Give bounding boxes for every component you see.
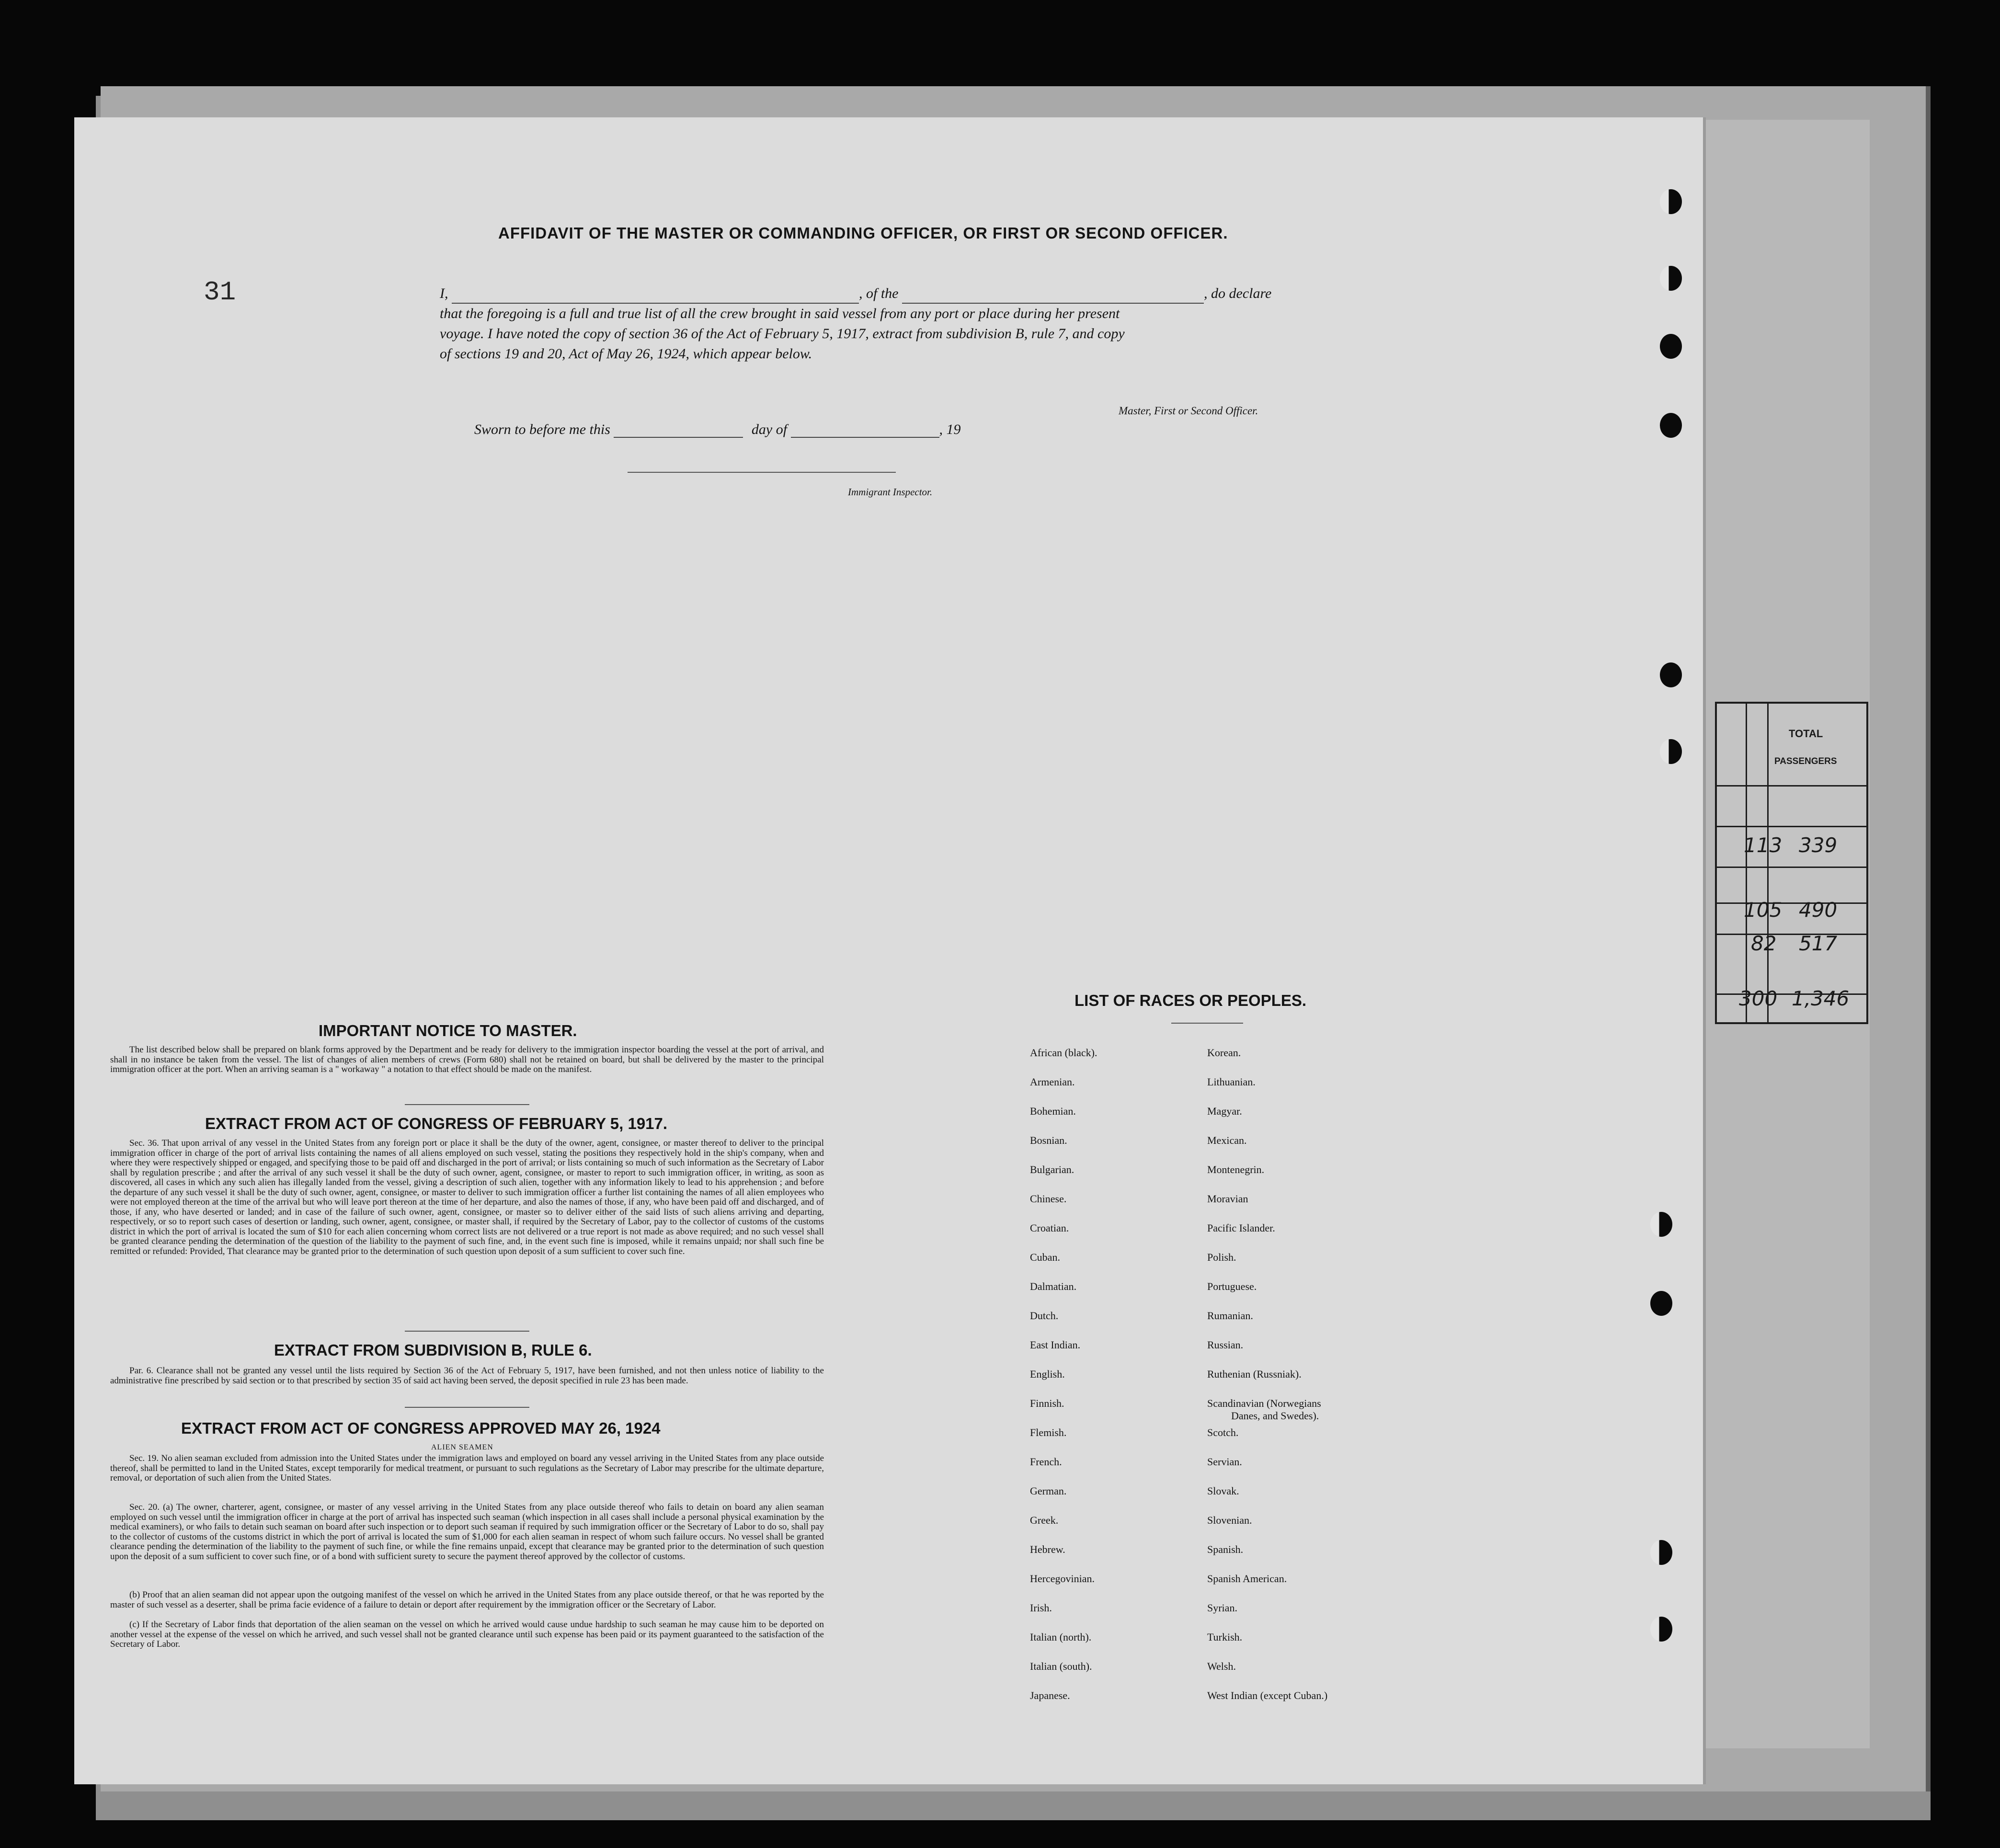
race-item: Dalmatian.: [1030, 1280, 1077, 1292]
extract-1924-title: EXTRACT FROM ACT OF CONGRESS APPROVED MAY 26, 1924: [181, 1419, 661, 1437]
affidavit-of-the: , of the: [859, 285, 899, 301]
race-item: African (black).: [1030, 1047, 1097, 1059]
race-item: Russian.: [1207, 1339, 1244, 1351]
sworn-line: [474, 422, 961, 438]
races-title: LIST OF RACES OR PEOPLES.: [1074, 992, 1307, 1009]
race-item: Montenegrin.: [1207, 1164, 1265, 1175]
race-item: Finnish.: [1030, 1397, 1064, 1409]
race-item: Spanish American.: [1207, 1573, 1287, 1585]
race-item: Armenian.: [1030, 1076, 1075, 1088]
race-item: French.: [1030, 1456, 1062, 1468]
affidavit-i: I,: [440, 285, 448, 301]
inspector-label: Immigrant Inspector.: [848, 486, 933, 498]
divider: [405, 1331, 529, 1332]
race-item: Moravian: [1207, 1193, 1248, 1205]
race-item: Bohemian.: [1030, 1105, 1076, 1117]
race-item: Hebrew.: [1030, 1543, 1065, 1555]
sec20c-text: (c) If the Secretary of Labor finds that deportation of the alien seaman on the vessel on which he arrived would cause undue hardship to such seaman he may cause him to be deported on another vessel at the expense of the vessel on which he arrived, and such vessel shall not be granted clearance until such expense has been paid or its payment guaranteed to the satisfaction of the Secretary of Labor.: [110, 1620, 824, 1649]
table-cell: 113: [1744, 833, 1783, 857]
race-item: Syrian.: [1207, 1602, 1237, 1614]
race-item: Bosnian.: [1030, 1134, 1067, 1146]
race-item: Scandinavian (Norwegians: [1207, 1397, 1321, 1409]
race-item: Portuguese.: [1207, 1280, 1257, 1292]
race-item: English.: [1030, 1368, 1065, 1380]
race-item: Croatian.: [1030, 1222, 1069, 1234]
race-item: Dutch.: [1030, 1310, 1059, 1322]
extract-1917-text: Sec. 36. That upon arrival of any vessel in the United States from any foreign port or place it shall be the duty of the owner, agent, consignee, or master thereof to deliver to the principal immigration officer in charge of the port of arrival lists containing the names of all aliens employed on such vessel, stating the positions they respectively hold in the ship's company, when and where they were respectively shipped or engaged, and specifying those to be paid off and discharged in the port of arrival; or lists containing so much of such information as the Secretary of Labor shall by regulation prescribe ; and after the arrival of any such vessel it shall be the duty of such owner, agent, consignee, or master to report to such immigration officer, in writing, as soon as discovered, all cases in which any such alien has illegally landed from the vessel, giving a description of such alien, together with any information likely to lead to his apprehension ; and before the departure of any such vessel it shall be the duty of such owner, agent, consignee, or master to deliver to such immigration officer a further list containing the names of all alien employees who were not employed thereon at the time of the arrival but who will leave port thereon at the time of her departure, and also the names of those, if any, who have been paid off and discharged, and of those, if any, who have deserted or landed; and in case of the failure of such owner, agent, consignee, or master so to deliver either of the said lists of such aliens arriving and departing, respectively, or so to report such cases of desertion or landing, such owner, agent, consignee, or master shall, if required by the Secretary of Labor, pay to the collector of customs of the customs district in which the port of arrival is located the sum of $10 for each alien concerning whom correct lists are not delivered or a true report is not made as above required; and no such vessel shall be granted clearance pending the determination of the question of the liability to the payment of such fine, and, in the event such fine is imposed, while it remains unpaid; nor shall such fine be remitted or refunded: Provided, That clearance may be granted prior to the determination of such question upon deposit of a sum sufficient to cover such fine.: [110, 1138, 824, 1256]
race-item: Italian (north).: [1030, 1631, 1092, 1643]
race-item: Slovenian.: [1207, 1514, 1252, 1526]
table-cell: 490: [1799, 898, 1838, 922]
race-item: Cuban.: [1030, 1251, 1060, 1263]
inspector-signature-line[interactable]: [628, 472, 896, 473]
race-item: Slovak.: [1207, 1485, 1239, 1497]
race-item: Chinese.: [1030, 1193, 1067, 1205]
punch-hole: [1660, 266, 1682, 291]
table-cell: 1,346: [1792, 987, 1850, 1010]
race-item: Flemish.: [1030, 1426, 1067, 1438]
race-item: Welsh.: [1207, 1660, 1236, 1672]
sec20b-text: (b) Proof that an alien seaman did not appear upon the outgoing manifest of the vessel on which he arrived in the United States from any place outside thereof, or that he was reported by the master of such vessel as a deserter, shall be prima facie evidence of a failure to detain or deport after requirement by the immigration officer or the Secretary of Labor.: [110, 1590, 824, 1610]
race-item: East Indian.: [1030, 1339, 1081, 1351]
affidavit-do-declare: , do declare: [1204, 285, 1272, 301]
table-header-passengers: PASSENGERS: [1774, 756, 1837, 766]
signature-label: Master, First or Second Officer.: [1119, 405, 1258, 417]
table-cell: 339: [1799, 833, 1838, 857]
race-item: Danes, and Swedes).: [1231, 1410, 1319, 1422]
year-text: , 19: [939, 422, 961, 437]
race-item: Korean.: [1207, 1047, 1241, 1059]
alien-seamen-subtitle: ALIEN SEAMEN: [431, 1443, 493, 1451]
declaration-line: that the foregoing is a full and true list of all the crew brought in said vessel from any port or place during her present: [440, 306, 1120, 321]
day-of-text: day of: [751, 422, 788, 437]
declaration-line: of sections 19 and 20, Act of May 26, 1924, which appear below.: [440, 346, 812, 362]
race-item: Japanese.: [1030, 1689, 1070, 1701]
table-cell: 82: [1751, 932, 1777, 955]
race-item: Bulgarian.: [1030, 1164, 1074, 1175]
punch-hole: [1650, 1617, 1672, 1642]
table-cell: 105: [1744, 898, 1783, 922]
notice-title: IMPORTANT NOTICE TO MASTER.: [319, 1022, 577, 1039]
sec20a-text: Sec. 20. (a) The owner, charterer, agent, consignee, or master of any vessel arriving in the United States from any place outside thereof who fails to detain on board any alien seaman employed on such vessel until the immigration officer in charge at the port of arrival has inspected such seaman (which inspection in all cases shall include a personal physical examination by the medical examiners), or who fails to detain such seaman on board after such inspection or to deport such seaman if required by such immigration officer or the Secretary of Labor to do so, shall pay to the collector of customs of the customs district in which the port of arrival is located the sum of $1,000 for each alien seaman in respect of whom such failure occurs. No vessel shall be granted clearance pending the determination of the liability to the payment of such fine, or while the fine remains unpaid, except that clearance may be granted prior to the determination of such question upon the deposit of a sum sufficient to cover such fine, or of a bond with sufficient surety to secure the payment thereof approved by the collector of customs.: [110, 1502, 824, 1562]
declaration-line: voyage. I have noted the copy of section 36 of the Act of February 5, 1917, extract from subdivision B, rule 7, and copy: [440, 326, 1125, 342]
race-item: Irish.: [1030, 1602, 1052, 1614]
punch-hole: [1660, 189, 1682, 214]
race-item: Lithuanian.: [1207, 1076, 1256, 1088]
table-cell: 517: [1799, 932, 1838, 955]
race-item: German.: [1030, 1485, 1067, 1497]
punch-hole: [1660, 739, 1682, 764]
notice-text: The list described below shall be prepared on blank forms approved by the Department and be ready for delivery to the immigration inspector boarding the vessel at the port of arrival, and shall in no instance be taken from the vessel. The list of changes of alien members of crews (Form 680) shall not be retained on board, but shall be delivered by the master to the principal immigration officer at the port. When an arriving seaman is a " workaway " a notation to that effect should be made on the manifest.: [110, 1045, 824, 1074]
race-item: Turkish.: [1207, 1631, 1243, 1643]
punch-hole: [1660, 334, 1682, 359]
race-item: Mexican.: [1207, 1134, 1247, 1146]
race-item: West Indian (except Cuban.): [1207, 1689, 1328, 1701]
sec19-text: Sec. 19. No alien seaman excluded from admission into the United States under the immigration laws and employed on board any vessel arriving in the United States from any place outside thereof, shall be permitted to land in the United States, except temporarily for medical treatment, or pursuant to such regulations as the Secretary of Labor may prescribe for the ultimate departure, removal, or deportation of such alien from the United States.: [110, 1453, 824, 1483]
affidavit-declaration: [440, 284, 1326, 364]
divider: [405, 1104, 529, 1105]
race-item: Greek.: [1030, 1514, 1059, 1526]
sworn-text: Sworn to before me this: [474, 422, 610, 437]
race-item: Polish.: [1207, 1251, 1236, 1263]
punch-hole: [1650, 1212, 1672, 1237]
month-field[interactable]: [791, 437, 939, 438]
extract-1917-title: EXTRACT FROM ACT OF CONGRESS OF FEBRUARY 5, 1917.: [205, 1115, 668, 1132]
affidavit-title: AFFIDAVIT OF THE MASTER OR COMMANDING OFFICER, OR FIRST OR SECOND OFFICER.: [498, 224, 1228, 242]
divider: [1171, 1023, 1243, 1024]
race-item: Pacific Islander.: [1207, 1222, 1275, 1234]
punch-hole: [1660, 413, 1682, 438]
table-cell: 300: [1739, 987, 1778, 1010]
divider: [405, 1407, 529, 1408]
underlying-passenger-table: [1715, 702, 1868, 1024]
table-header-total: TOTAL: [1789, 728, 1823, 740]
day-field[interactable]: [614, 437, 743, 438]
race-item: Italian (south).: [1030, 1660, 1092, 1672]
race-item: Hercegovinian.: [1030, 1573, 1095, 1585]
race-item: Magyar.: [1207, 1105, 1242, 1117]
rule6-text: Par. 6. Clearance shall not be granted any vessel until the lists required by Section 36 of the Act of February 5, 1917, have been furnished, and not then unless notice of liability to the administrative fine prescribed by said section or to that prescribed by section 35 of said act having been served, the deposit specified in rule 23 has been made.: [110, 1366, 824, 1386]
race-item: Rumanian.: [1207, 1310, 1253, 1322]
rule6-title: EXTRACT FROM SUBDIVISION B, RULE 6.: [274, 1341, 592, 1359]
punch-hole: [1650, 1291, 1672, 1316]
race-item: Ruthenian (Russniak).: [1207, 1368, 1302, 1380]
punch-hole: [1660, 662, 1682, 687]
race-item: Scotch.: [1207, 1426, 1239, 1438]
race-item: Servian.: [1207, 1456, 1242, 1468]
page-number: 31: [204, 277, 236, 308]
race-item: Spanish.: [1207, 1543, 1244, 1555]
punch-hole: [1650, 1540, 1672, 1565]
